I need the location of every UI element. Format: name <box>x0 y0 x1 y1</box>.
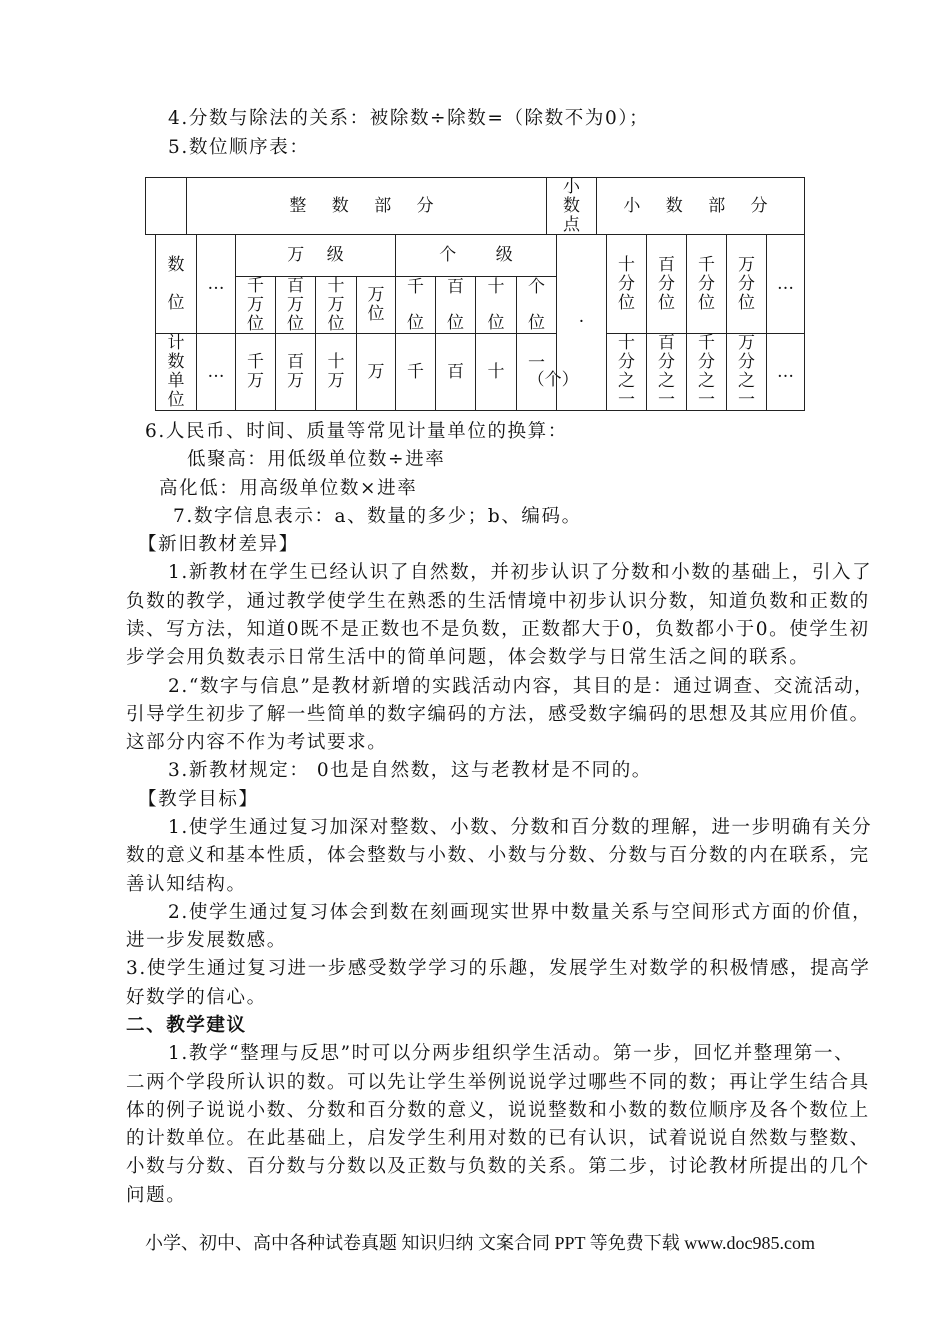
text-line: 读、写方法，知道0既不是正数也不是负数，正数都大于0，负数都小于0。使学生初 <box>126 619 870 640</box>
ellipsis-cell: … <box>196 234 236 334</box>
dec-unit-cell: 万分之一 <box>726 333 767 411</box>
section-heading: 【教学目标】 <box>138 789 259 810</box>
unit-cell: 万 <box>356 333 396 411</box>
text-line: 负数的教学，通过教学使学生在熟悉的生活情境中初步认识分数，知道负数和正数的 <box>126 591 870 612</box>
ellipsis-cell: … <box>196 333 236 411</box>
text-line: 2.“数字与信息”是教材新增的实践活动内容，其目的是：通过调查、交流活动， <box>168 676 875 697</box>
dec-place-cell: 十分位 <box>606 234 647 334</box>
place-cell: 千位 <box>395 276 436 334</box>
text-line: 1.使学生通过复习加深对整数、小数、分数和百分数的理解，进一步明确有关分 <box>168 817 873 838</box>
place-cell: 十万位 <box>315 276 357 334</box>
text-line: 3.使学生通过复习进一步感受数学学习的乐趣，发展学生对数学的积极情感，提高学 <box>126 958 871 979</box>
section-heading: 【新旧教材差异】 <box>138 534 299 555</box>
unit-cell: 一（个） <box>516 333 557 411</box>
text-line: 7.数字信息表示：a、数量的多少；b、编码。 <box>173 506 582 527</box>
text-line: 好数学的信心。 <box>126 987 267 1008</box>
section-heading: 二、教学建议 <box>126 1015 247 1036</box>
text-line: 小数与分数、百分数与分数以及正数与负数的关系。第二步，讨论教材所提出的几个 <box>126 1156 870 1177</box>
decimal-point-cell: · <box>556 234 607 411</box>
text-line: 问题。 <box>126 1185 187 1206</box>
place-cell: 百万位 <box>275 276 316 334</box>
dec-unit-cell: 百分之一 <box>646 333 687 411</box>
corner-cell <box>145 177 187 235</box>
integer-part-header: 整 数 部 分 <box>186 177 547 235</box>
place-cell: 个位 <box>516 276 557 334</box>
text-line: 1.新教材在学生已经认识了自然数，并初步认识了分数和小数的基础上，引入了 <box>168 562 873 583</box>
text-line: 3.新教材规定： 0也是自然数，这与老教材是不同的。 <box>168 760 652 781</box>
text-line: 善认知结构。 <box>126 874 247 895</box>
text-line: 6.人民币、时间、质量等常见计量单位的换算： <box>145 421 568 442</box>
footer: 小学、初中、高中各种试卷真题 知识归纳 文案合同 PPT 等免费下载 www.doc985.com <box>145 1233 815 1253</box>
place-cell: 千万位 <box>235 276 276 334</box>
unit-cell: 千万 <box>235 333 276 411</box>
wan-level-header: 万 级 <box>235 234 396 277</box>
decimal-point-label: 小数点 <box>563 176 580 235</box>
decimal-point-header <box>546 177 597 235</box>
text-line: 低聚高：用低级单位数÷进率 <box>187 449 446 470</box>
row-label-text: 数位 <box>167 255 185 313</box>
text-line: 数的意义和基本性质，体会整数与小数、小数与分数、分数与百分数的内在联系，完 <box>126 845 870 866</box>
unit-cell: 百万 <box>275 333 316 411</box>
dec-place-cell: 百分位 <box>646 234 687 334</box>
row-label-unit: 计数单位 <box>155 333 197 411</box>
unit-cell: 十 <box>475 333 517 411</box>
unit-cell: 百 <box>435 333 476 411</box>
dec-place-cell: 万分位 <box>726 234 767 334</box>
dec-unit-cell: 千分之一 <box>686 333 727 411</box>
dec-unit-cell: 十分之一 <box>606 333 647 411</box>
unit-cell: 千 <box>395 333 436 411</box>
place-cell: 百位 <box>435 276 476 334</box>
place-cell: 十位 <box>475 276 517 334</box>
intro-line-4: 4.分数与除法的关系：被除数÷除数=（除数不为0）； <box>168 108 650 129</box>
text-line: 体的例子说说小数、分数和百分数的意义，说说整数和小数的数位顺序及各个数位上 <box>126 1100 870 1121</box>
text-line: 这部分内容不作为考试要求。 <box>126 732 388 753</box>
dec-place-cell: 千分位 <box>686 234 727 334</box>
text-line: 1.教学“整理与反思”时可以分两步组织学生活动。第一步，回忆并整理第一、 <box>168 1043 855 1064</box>
text-line: 的计数单位。在此基础上，启发学生利用对数的已有认识，试着说说自然数与整数、 <box>126 1128 870 1149</box>
decimal-part-header: 小 数 部 分 <box>596 177 805 235</box>
unit-cell: 十万 <box>315 333 357 411</box>
ellipsis-cell: … <box>766 234 805 334</box>
ellipsis-cell: … <box>766 333 805 411</box>
ge-level-header: 个 级 <box>395 234 557 277</box>
text-line: 进一步发展数感。 <box>126 930 287 951</box>
intro-line-5: 5.数位顺序表： <box>168 137 310 158</box>
place-cell: 万位 <box>356 276 396 334</box>
text-line: 高化低：用高级单位数×进率 <box>159 478 418 499</box>
text-line: 引导学生初步了解一些简单的数字编码的方法，感受数字编码的思想及其应用价值。 <box>126 704 870 725</box>
text-line: 步学会用负数表示日常生活中的简单问题，体会数学与日常生活之间的联系。 <box>126 647 810 668</box>
row-label-place <box>155 234 197 334</box>
text-line: 2.使学生通过复习体会到数在刻画现实世界中数量关系与空间形式方面的价值， <box>168 902 873 923</box>
text-line: 二两个学段所认识的数。可以先让学生举例说说学过哪些不同的数；再让学生结合具 <box>126 1072 870 1093</box>
